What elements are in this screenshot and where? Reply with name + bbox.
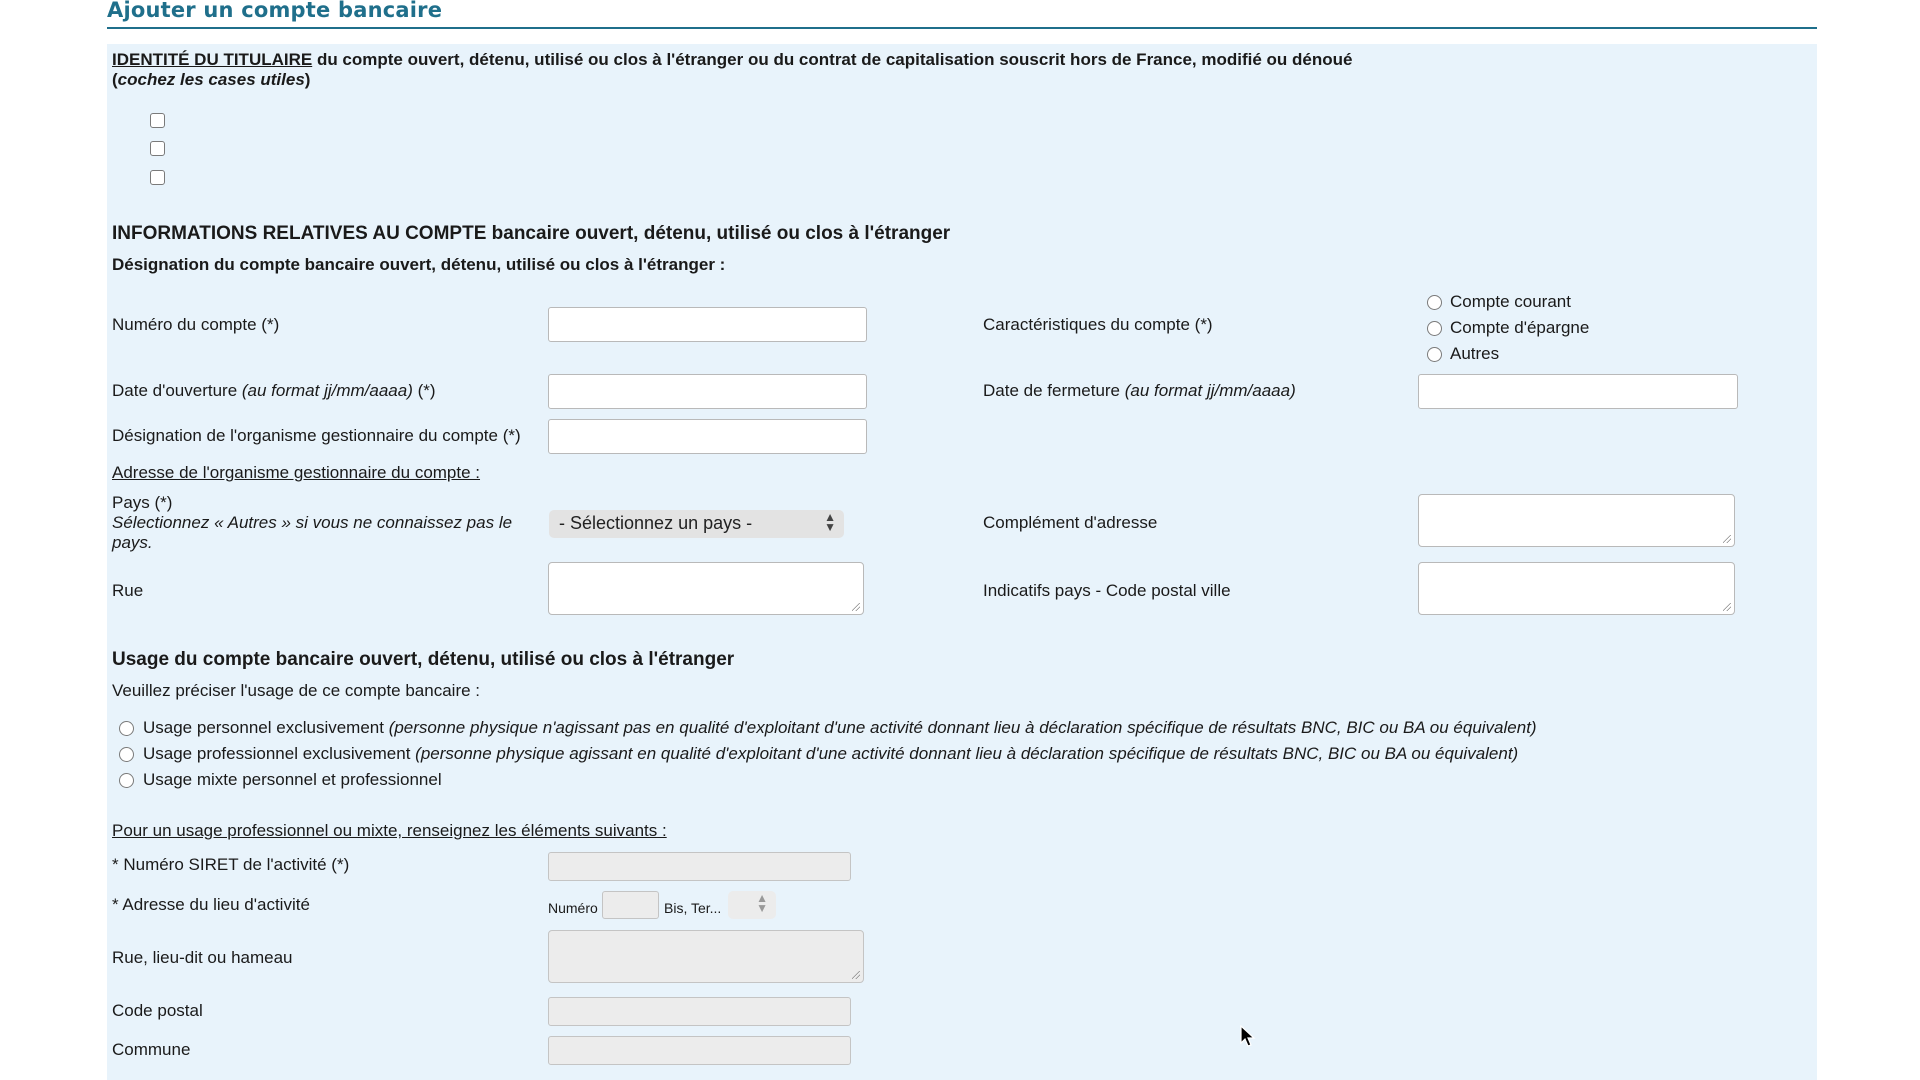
numero-compte-label: Numéro du compte (*): [112, 315, 280, 334]
resize-grip-icon[interactable]: [852, 603, 860, 611]
titulaire-checkbox-1[interactable]: [150, 113, 165, 128]
rue-activite-textarea[interactable]: [548, 930, 864, 983]
titulaire-checkbox-2[interactable]: [150, 141, 165, 156]
usage-heading: Usage du compte bancaire ouvert, détenu, utilisé ou clos à l'étranger: [112, 649, 735, 670]
numero-small-label: Numéro: [548, 900, 598, 916]
usage-mixte-radio[interactable]: [119, 773, 134, 788]
select-chevron-icon: ▲ ▼: [756, 891, 768, 915]
commune-input[interactable]: [548, 1036, 851, 1065]
usage-personnel-label: [143, 718, 1537, 738]
titulaire-heading-strong: IDENTITÉ DU TITULAIRE: [112, 50, 313, 69]
page-title: Ajouter un compte bancaire: [107, 0, 443, 22]
siret-label: * Numéro SIRET de l'activité (*): [112, 855, 350, 874]
titulaire-hint: [112, 70, 310, 90]
compte-heading-rest: bancaire ouvert, détenu, utilisé ou clos à l'étranger: [486, 223, 951, 244]
rue-label: Rue: [112, 581, 144, 600]
usage-personnel-radio[interactable]: [119, 721, 134, 736]
caracteristiques-label: Caractéristiques du compte (*): [983, 315, 1213, 334]
fermeture-label-text: Date de fermeture: [983, 381, 1125, 400]
titulaire-heading: [112, 50, 1352, 70]
compte-heading: [112, 224, 950, 244]
date-ouverture-input[interactable]: [548, 374, 867, 409]
titulaire-heading-rest: du compte ouvert, détenu, utilisé ou clos à l'étranger ou du contrat de capitalisation souscrit hors de France, modifié ou dénoué: [312, 50, 1353, 69]
pays-select[interactable]: [549, 510, 844, 538]
ouverture-required: (*): [412, 381, 436, 400]
bis-ter-select[interactable]: [728, 891, 776, 919]
usage-professionnel-label: [143, 744, 1518, 764]
usage-professionnel-text: Usage professionnel exclusivement: [143, 744, 416, 763]
indicatifs-label: Indicatifs pays - Code postal ville: [983, 581, 1231, 600]
organisme-label: Désignation de l'organisme gestionnaire du compte (*): [112, 426, 521, 445]
designation-heading: Désignation du compte bancaire ouvert, détenu, utilisé ou clos à l'étranger :: [112, 255, 726, 274]
type-autres-label: Autres: [1450, 344, 1500, 363]
ouverture-label-text: Date d'ouverture: [112, 381, 242, 400]
type-autres-radio[interactable]: [1427, 347, 1442, 362]
code-postal-input[interactable]: [548, 997, 851, 1026]
siret-input[interactable]: [548, 852, 851, 881]
usage-personnel-detail: (personne physique n'agissant pas en qualité d'exploitant d'une activité donnant lieu à déclaration spécifique de résultats BNC, BIC ou BA ou équivalent): [388, 718, 1537, 737]
fermeture-label: [983, 381, 1296, 401]
numero-compte-input[interactable]: [548, 307, 867, 342]
complement-textarea[interactable]: [1418, 494, 1735, 547]
ouverture-format: (au format jj/mm/aaaa): [241, 381, 413, 400]
pays-hint-line2: pays.: [112, 533, 153, 552]
pro-heading: Pour un usage professionnel ou mixte, renseignez les éléments suivants :: [112, 821, 667, 840]
resize-grip-icon[interactable]: [852, 971, 860, 979]
type-compte-courant-radio[interactable]: [1427, 295, 1442, 310]
type-compte-epargne-radio[interactable]: [1427, 321, 1442, 336]
bis-small-label: Bis, Ter...: [664, 900, 722, 916]
rue-activite-label: Rue, lieu-dit ou hameau: [112, 948, 293, 967]
hint-close: ): [304, 70, 311, 89]
usage-professionnel-radio[interactable]: [119, 747, 134, 762]
numero-voie-input[interactable]: [602, 891, 659, 919]
usage-prompt: Veuillez préciser l'usage de ce compte bancaire :: [112, 681, 481, 700]
type-compte-epargne-label: Compte d'épargne: [1450, 318, 1590, 337]
hint-italic: cochez les cases utiles: [117, 70, 305, 89]
adresse-heading: Adresse de l'organisme gestionnaire du compte :: [112, 463, 481, 482]
date-fermeture-input[interactable]: [1418, 374, 1738, 409]
hint-open: (: [112, 70, 118, 89]
usage-mixte-label: Usage mixte personnel et professionnel: [143, 770, 442, 789]
ouverture-label: [112, 381, 436, 401]
resize-grip-icon[interactable]: [1723, 603, 1731, 611]
organisme-input[interactable]: [548, 419, 867, 454]
indicatifs-textarea[interactable]: [1418, 562, 1735, 615]
mouse-cursor-icon: [1240, 1025, 1256, 1049]
pays-hint-line1: Sélectionnez « Autres » si vous ne connaissez pas le: [112, 513, 513, 532]
usage-professionnel-detail: (personne physique agissant en qualité d'exploitant d'une activité donnant lieu à déclaration spécifique de résultats BNC, BIC ou BA ou équivalent): [415, 744, 1519, 763]
pays-label: Pays (*): [112, 493, 173, 512]
fermeture-format: (au format jj/mm/aaaa): [1124, 381, 1296, 400]
type-compte-courant-label: Compte courant: [1450, 292, 1571, 311]
compte-heading-strong: INFORMATIONS RELATIVES AU COMPTE: [112, 223, 487, 244]
usage-personnel-text: Usage personnel exclusivement: [143, 718, 389, 737]
pays-select-value: - Sélectionnez un pays -: [559, 513, 753, 533]
rue-textarea[interactable]: [548, 562, 864, 615]
commune-label: Commune: [112, 1040, 191, 1059]
code-postal-label: Code postal: [112, 1001, 203, 1020]
select-chevron-icon: ▲ ▼: [824, 510, 836, 534]
title-divider: [107, 27, 1817, 29]
titulaire-checkbox-3[interactable]: [150, 170, 165, 185]
resize-grip-icon[interactable]: [1723, 535, 1731, 543]
adresse-activite-label: * Adresse du lieu d'activité: [112, 895, 310, 914]
complement-label: Complément d'adresse: [983, 513, 1158, 532]
